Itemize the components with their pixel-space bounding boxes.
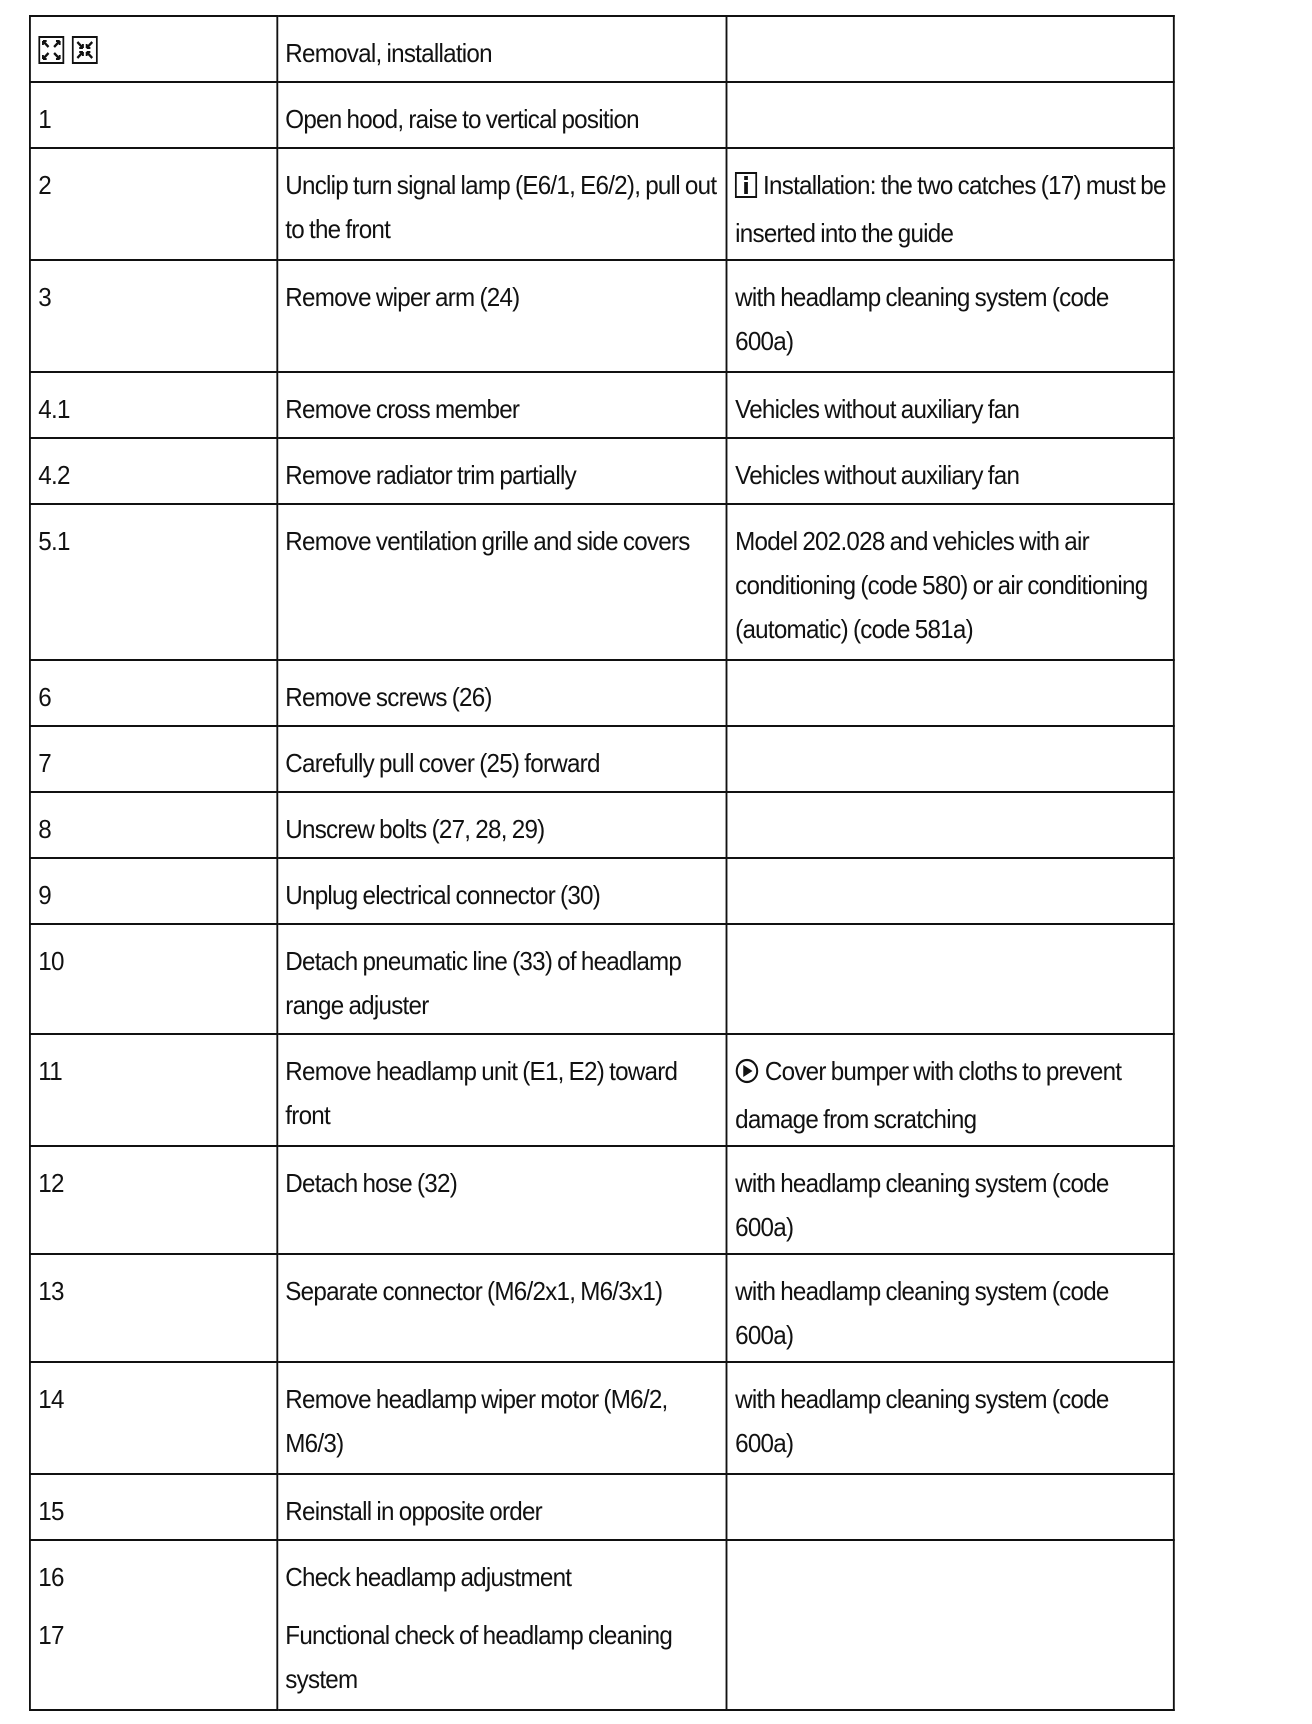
- header-title: Removal, installation: [277, 16, 727, 82]
- step-note: [727, 1474, 1174, 1540]
- table-row: [30, 792, 1174, 858]
- step-action: Open hood, raise to vertical position: [277, 82, 727, 148]
- step-note: with headlamp cleaning system (code 600a): [727, 1146, 1174, 1254]
- table-row: [30, 726, 1174, 792]
- table-row: [30, 1362, 1174, 1474]
- step-note: with headlamp cleaning system (code 600a): [727, 260, 1174, 372]
- table-row: [30, 82, 1174, 148]
- step-number: 3: [30, 260, 277, 372]
- table-row: [30, 148, 1174, 260]
- step-number: 16: [38, 1562, 64, 1592]
- step-note: Model 202.028 and vehicles with air conditioning (code 580) or air conditioning (automatic) (code 581a): [727, 504, 1174, 660]
- step-note: Installation: the two catches (17) must be inserted into the guide: [735, 170, 1166, 248]
- step-note: Vehicles without auxiliary fan: [727, 438, 1174, 504]
- step-note: [727, 82, 1174, 148]
- step-action: Remove wiper arm (24): [277, 260, 727, 372]
- table-row: [30, 1146, 1174, 1254]
- remove-tool-icon: [38, 33, 64, 77]
- step-number: 8: [30, 792, 277, 858]
- caution-icon: [735, 1053, 759, 1097]
- table-row: [30, 924, 1174, 1034]
- step-action: Unclip turn signal lamp (E6/1, E6/2), pull out to the front: [277, 148, 727, 260]
- header-note: [727, 16, 1174, 82]
- step-number: 11: [30, 1034, 277, 1146]
- step-note: Cover bumper with cloths to prevent damage from scratching: [735, 1056, 1122, 1134]
- step-note-cell: [727, 1540, 1174, 1710]
- table-row: [30, 660, 1174, 726]
- step-action: Remove radiator trim partially: [277, 438, 727, 504]
- step-action: Unscrew bolts (27, 28, 29): [277, 792, 727, 858]
- step-number: 1: [30, 82, 277, 148]
- step-note: [727, 924, 1174, 1034]
- step-action: Detach hose (32): [277, 1146, 727, 1254]
- step-number: 7: [30, 726, 277, 792]
- step-number: 9: [30, 858, 277, 924]
- step-action: Remove ventilation grille and side covers: [277, 504, 727, 660]
- step-number: 13: [30, 1254, 277, 1362]
- step-number: 6: [30, 660, 277, 726]
- step-note: Vehicles without auxiliary fan: [727, 372, 1174, 438]
- step-action: Remove cross member: [277, 372, 727, 438]
- step-action: Separate connector (M6/2x1, M6/3x1): [277, 1254, 727, 1362]
- info-icon: [735, 167, 757, 211]
- step-note: [727, 858, 1174, 924]
- step-number: 15: [30, 1474, 277, 1540]
- table-row: [30, 372, 1174, 438]
- step-action: Check headlamp adjustment: [285, 1562, 572, 1592]
- step-action: Carefully pull cover (25) forward: [277, 726, 727, 792]
- step-number-cell: [30, 1540, 277, 1710]
- table-row: [30, 1034, 1174, 1146]
- step-action-cell: [277, 1540, 727, 1710]
- step-number: 17: [38, 1620, 64, 1650]
- header-icons-cell: [30, 16, 277, 82]
- step-note: with headlamp cleaning system (code 600a): [727, 1254, 1174, 1362]
- step-action: Reinstall in opposite order: [277, 1474, 727, 1540]
- step-number: 4.1: [30, 372, 277, 438]
- table-row: [30, 1540, 1174, 1710]
- table-row: [30, 438, 1174, 504]
- install-tool-icon: [72, 33, 98, 77]
- step-note: [727, 792, 1174, 858]
- table-row: [30, 858, 1174, 924]
- step-note: [727, 660, 1174, 726]
- step-action: Remove screws (26): [277, 660, 727, 726]
- step-note: [727, 726, 1174, 792]
- table-row: [30, 260, 1174, 372]
- step-action: Remove headlamp unit (E1, E2) toward front: [277, 1034, 727, 1146]
- step-note-cell: [727, 148, 1174, 260]
- step-number: 10: [30, 924, 277, 1034]
- table-row: [30, 1254, 1174, 1362]
- table-row: [30, 504, 1174, 660]
- procedure-table: [29, 15, 1175, 1711]
- step-action: Detach pneumatic line (33) of headlamp range adjuster: [277, 924, 727, 1034]
- step-number: 12: [30, 1146, 277, 1254]
- table-row: [30, 1474, 1174, 1540]
- step-number: 4.2: [30, 438, 277, 504]
- step-note-cell: [727, 1034, 1174, 1146]
- step-number: 14: [30, 1362, 277, 1474]
- step-number: 2: [30, 148, 277, 260]
- step-action: Unplug electrical connector (30): [277, 858, 727, 924]
- step-number: 5.1: [30, 504, 277, 660]
- step-note: with headlamp cleaning system (code 600a): [727, 1362, 1174, 1474]
- table-header-row: [30, 16, 1174, 82]
- step-action: Remove headlamp wiper motor (M6/2, M6/3): [277, 1362, 727, 1474]
- step-action: Functional check of headlamp cleaning system: [285, 1620, 673, 1694]
